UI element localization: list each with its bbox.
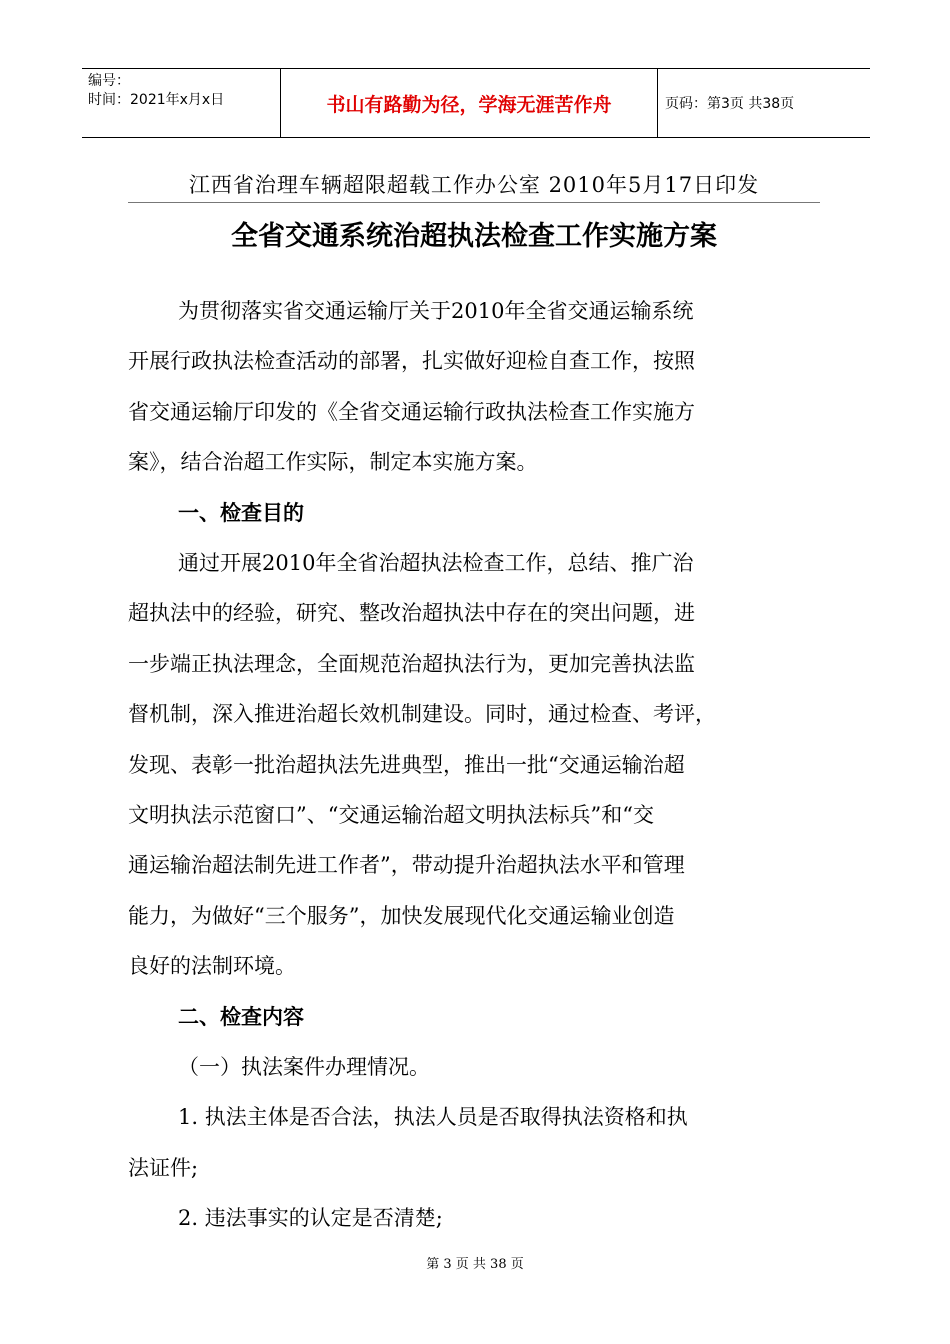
para-line: 能力，为做好“三个服务”，加快发展现代化交通运输业创造: [128, 904, 675, 928]
page-header: [82, 68, 870, 138]
section-heading: 一、检查目的: [178, 501, 304, 525]
para-line: 为贯彻落实省交通运输厅关于2010年全省交通运输系统: [178, 299, 694, 323]
para-line: 开展行政执法检查活动的部署，扎实做好迎检自查工作，按照: [128, 349, 695, 373]
page-footer: 第 3 页 共 38 页: [426, 1257, 524, 1272]
document-title: 全省交通系统治超执法检查工作实施方案: [231, 221, 717, 252]
header-meta: [82, 69, 281, 137]
para-line: 通过开展2010年全省治超执法检查工作，总结、推广治: [178, 551, 694, 575]
para-line: 案》，结合治超工作实际，制定本实施方案。: [128, 450, 538, 474]
para-line: 发现、表彰一批治超执法先进典型，推出一批“交通运输治超: [128, 753, 685, 777]
para-line: 超执法中的经验，研究、整改治超执法中存在的突出问题，进: [128, 601, 695, 625]
para-line: 一步端正执法理念，全面规范治超执法行为，更加完善执法监: [128, 652, 695, 676]
code-label: 编号：: [88, 73, 130, 89]
motto: 书山有路勤为径，学海无涯苦作舟: [326, 93, 612, 116]
para-line: 法证件;: [128, 1156, 199, 1180]
para-line: 2. 违法事实的认定是否清楚;: [178, 1206, 443, 1230]
section-heading: 二、检查内容: [178, 1005, 304, 1029]
issuer-line: 江西省治理车辆超限超载工作办公室 2010年5月17日印发: [128, 168, 820, 203]
para-line: 省交通运输厅印发的《全省交通运输行政执法检查工作实施方: [128, 400, 695, 424]
para-line: 通运输治超法制先进工作者”，带动提升治超执法水平和管理: [128, 853, 685, 877]
para-line: （一）执法案件办理情况。: [178, 1055, 430, 1079]
para-line: 文明执法示范窗口”、“交通运输治超文明执法标兵”和“交: [128, 803, 654, 827]
para-line: 1. 执法主体是否合法，执法人员是否取得执法资格和执: [178, 1105, 688, 1129]
date-label: 时间：2021年x月x日: [88, 92, 225, 108]
header-motto-cell: [281, 69, 658, 137]
para-line: 督机制，深入推进治超长效机制建设。同时，通过检查、考评，: [128, 702, 716, 726]
para-line: 良好的法制环境。: [128, 954, 296, 978]
page-info: 页码：第3页 共38页: [665, 96, 795, 112]
